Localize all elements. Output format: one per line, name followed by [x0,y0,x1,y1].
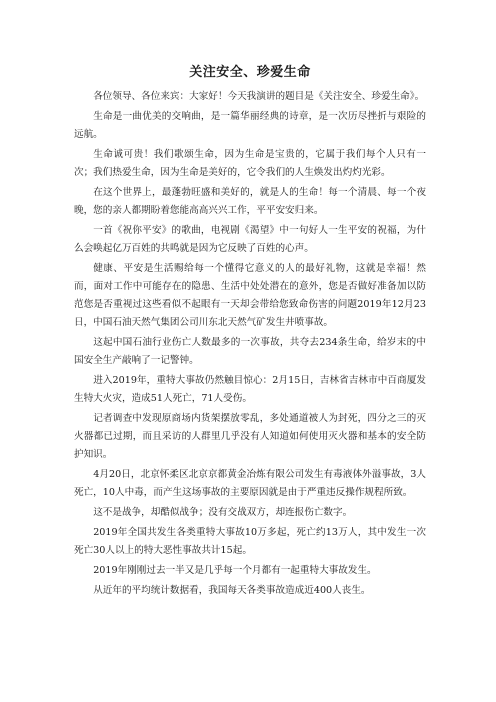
paragraph: 在这个世界上，最蓬勃旺盛和美好的，就是人的生命！每一个清晨、每一个夜晚，您的亲人都期盼着您能高高兴兴工作，平平安安归来。 [74,187,426,216]
document-page [74,64,426,602]
paragraph: 生命诚可贵！我们歌颂生命，因为生命是宝贵的，它属于我们每个人只有一次；我们热爱生命，因为生命是美好的，它令我们的人生焕发出灼灼光彩。 [74,149,426,178]
paragraph: 健康、平安是生活赐给每一个懂得它意义的人的最好礼物，这就是幸福！然而，面对工作中可能存在的隐患、生活中处处潜在的意外，您是否做好准备加以防范您是否重视过这些看似不起眼有一天却会带给您致命伤害的问题2019年12月23日，中国石油天然气集团公司川东北天然气矿发生井喷事故。 [74,263,426,328]
paragraph: 各位领导、各位来宾：大家好！今天我演讲的题目是《关注安全、珍爱生命》。 [93,91,425,102]
document-title: 关注安全、珍爱生命 [189,65,311,80]
document-body [74,88,426,600]
paragraph: 4月20日，北京怀柔区北京京都黄金冶炼有限公司发生有毒液体外溢事故，3人死亡，10人中毒，而产生这场事故的主要原因就是由于严重违反操作规程所致。 [74,469,426,498]
paragraph: 一首《祝你平安》的歌曲，电视剧《渴望》中一句好人一生平安的祝福，为什么会唤起亿万百姓的共鸣就是因为它反映了百姓的心声。 [74,225,426,254]
paragraph: 生命是一曲优美的交响曲，是一篇华丽经典的诗章，是一次历尽挫折与艰险的远航。 [74,111,426,140]
paragraph: 记者调查中发现原商场内货架摆放零乱，多处通道被人为封死，四分之三的灭火器都已过期，而且采访的人群里几乎没有人知道如何使用灭火器和基本的安全防护知识。 [74,413,426,460]
paragraph: 2019年全国共发生各类重特大事故10万多起，死亡约13万人，其中发生一次死亡30人以上的特大恶性事故共计15起。 [74,527,426,556]
paragraph: 2019年刚刚过去一半又是几乎每一个月都有一起重特大事故发生。 [93,565,377,576]
paragraph: 这起中国石油行业伤亡人数最多的一次事故，共夺去234条生命，给岁末的中国安全生产敲响了一记警钟。 [74,337,426,366]
paragraph: 这不是战争，却酷似战争；没有交战双方，却连报伤亡数字。 [93,507,353,518]
paragraph: 进入2019年，重特大事故仍然触目惊心：2月15日，吉林省吉林市中百商厦发生特大火灾，造成51人死亡，71人受伤。 [74,375,426,404]
paragraph: 从近年的平均统计数据看，我国每天各类事故造成近400人丧生。 [93,585,371,596]
